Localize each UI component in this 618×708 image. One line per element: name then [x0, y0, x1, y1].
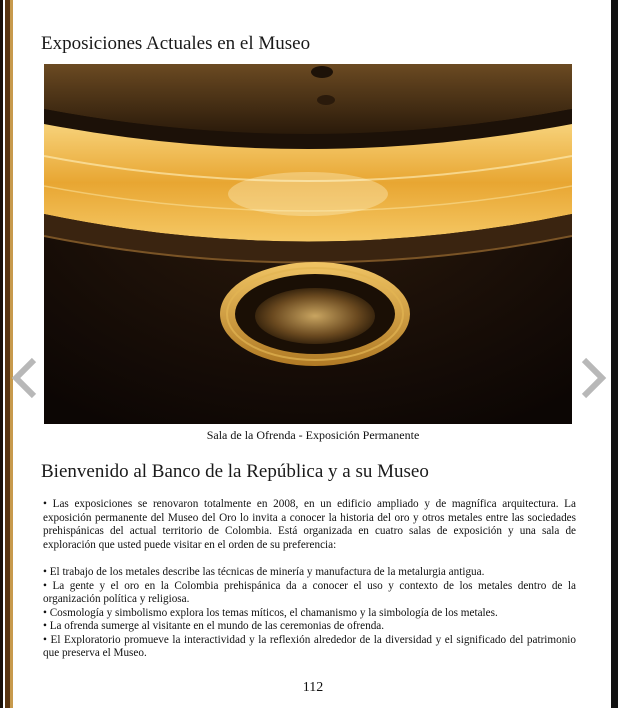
museum-photo	[44, 64, 572, 424]
exhibit-list	[43, 566, 576, 661]
next-page-button[interactable]	[578, 356, 608, 400]
list-item: • La gente y el oro en la Colombia prehispánica da a conocer el uso y contexto de los metales dentro de la organización política y religiosa.	[43, 579, 576, 605]
list-item: • El trabajo de los metales describe las técnicas de minería y manufactura de la metalurgia antigua.	[43, 566, 485, 578]
list-item: • El Exploratorio promueve la interactividad y la reflexión alrededor de la diversidad y el significado del patrimonio que preserva el Museo.	[43, 633, 576, 659]
page-number: 112	[302, 680, 324, 695]
book-page	[16, 0, 610, 708]
section-heading: Bienvenido al Banco de la República y a su Museo	[41, 461, 429, 482]
frame-stripe-outer	[0, 0, 3, 708]
intro-paragraph: • Las exposiciones se renovaron totalmente en 2008, en un edificio ampliado y de magnífica arquitectura. La exposición permanente del Museo del Oro lo invita a conocer la historia del oro y otros metales entre las sociedades prehispánicas del actual territorio de Colombia. Está organizada en cuatro salas de exposición y una sala de exploración que usted puede visitar en el orden de su preferencia:	[43, 498, 576, 551]
list-item: • Cosmología y simbolismo explora los temas míticos, el chamanismo y la simbología de los metales.	[43, 606, 498, 619]
frame-stripe-gold	[10, 0, 13, 708]
previous-page-button[interactable]	[10, 356, 40, 400]
photo-caption: Sala de la Ofrenda - Exposición Permanente	[206, 428, 420, 442]
chevron-right-icon	[578, 356, 608, 400]
list-item: • La ofrenda sumerge al visitante en el mundo de las ceremonias de ofrenda.	[43, 620, 385, 632]
page-title: Exposiciones Actuales en el Museo	[41, 33, 311, 54]
frame-stripe-right	[611, 0, 618, 708]
chevron-left-icon	[10, 356, 40, 400]
